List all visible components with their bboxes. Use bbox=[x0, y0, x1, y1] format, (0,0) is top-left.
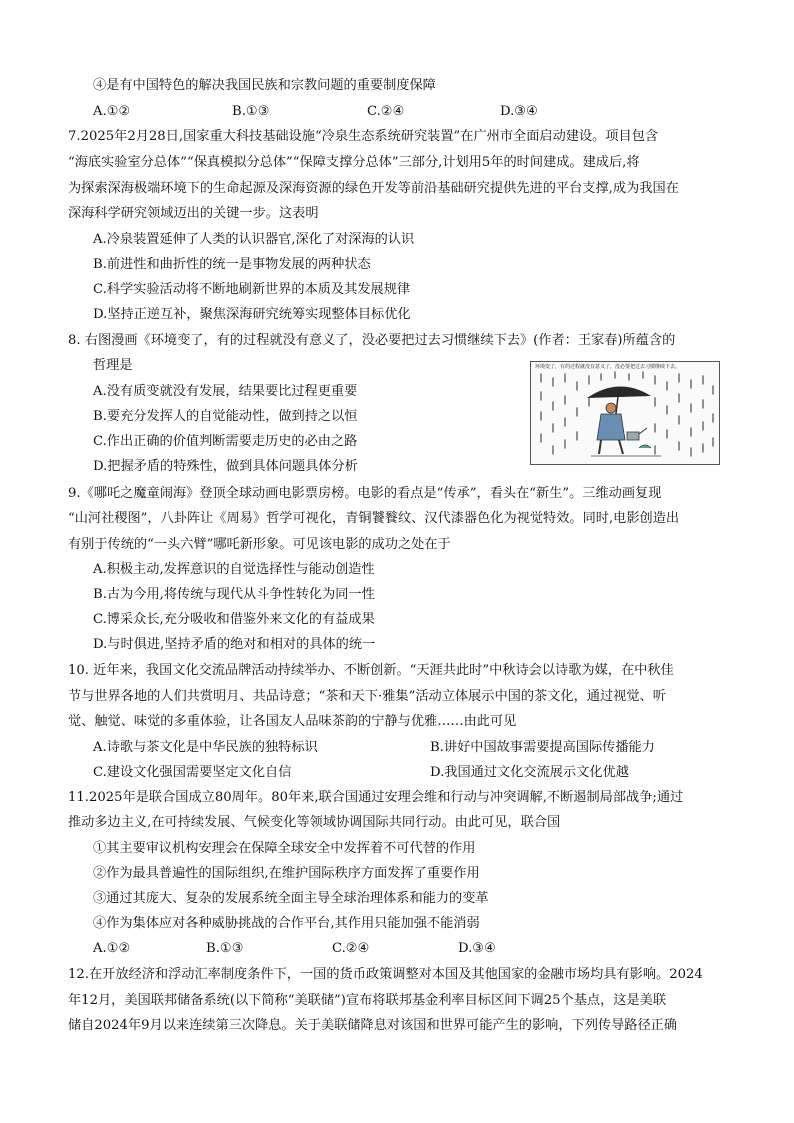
q11-option-d: D.③④ bbox=[458, 941, 496, 956]
q11-statement-1: ①其主要审议机构安理会在保障全球安全中发挥着不可代替的作用 bbox=[93, 841, 476, 856]
q9-stem-line: 有别于传统的“一头六臂”哪吒新形象。可见该电影的成功之处在于 bbox=[68, 537, 451, 552]
q6-option-b: B.①③ bbox=[232, 104, 270, 119]
q7-stem-line: 7.2025年2月28日,国家重大科技基础设施“冷泉生态系统研究装置”在广州市全面启动建设。项目包含 bbox=[68, 129, 659, 144]
q12-stem-line: 12.在开放经济和浮动汇率制度条件下，一国的货币政策调整对本国及其他国家的金融市场均具有影响。2024 bbox=[68, 967, 703, 982]
q8-option-a: A.没有质变就没有发展，结果要比过程更重要 bbox=[93, 384, 358, 399]
q11-stem-line: 11.2025年是联合国成立80周年。80年来,联合国通过安理会维和行动与冲突调解,不断遏制局部战争;通过 bbox=[68, 790, 684, 805]
q7-option-b: B.前进性和曲折性的统一是事物发展的两种状态 bbox=[93, 257, 371, 272]
q6-option-d: D.③④ bbox=[500, 104, 538, 119]
q6-option-c: C.②④ bbox=[367, 104, 405, 119]
q11-statement-4: ④作为集体应对各种威胁挑战的合作平台,其作用只能加强不能消弱 bbox=[93, 916, 480, 931]
q8-stem-line: 哲理是 bbox=[93, 358, 133, 373]
q9-option-c: C.博采众长,充分吸收和借鉴外来文化的有益成果 bbox=[93, 612, 375, 627]
q9-stem-line: “山河社稷图”，八卦阵让《周易》哲学可视化，青铜饕餮纹、汉代漆器色化为视觉特效。同时,电影创造出 bbox=[68, 511, 680, 526]
q7-stem-line: 深海科学研究领域迈出的关键一步。这表明 bbox=[68, 206, 319, 221]
cartoon-caption: 环境变了，有的过程就没有意义了，没必要把过去习惯继续下去。 bbox=[535, 364, 681, 370]
q8-option-c: C.作出正确的价值判断需要走历史的必由之路 bbox=[93, 434, 358, 449]
q10-stem-line: 节与世界各地的人们共赏明月、共品诗意；“茶和天下·雅集”活动立体展示中国的茶文化，通过视觉、听 bbox=[68, 689, 666, 704]
rain-umbrella-drawing bbox=[531, 362, 719, 464]
q10-option-a: A.诗歌与茶文化是中华民族的独特标识 bbox=[93, 740, 318, 755]
q8-stem-line: 8. 右图漫画《环境变了，有的过程就没有意义了，没必要把过去习惯继续下去》(作者：王家春)所蕴含的 bbox=[68, 333, 676, 348]
q12-stem-line: 年12月，美国联邦储备系统(以下简称“美联储”)宣布将联邦基金利率目标区间下调25个基点，这是美联 bbox=[68, 993, 667, 1008]
q6-statement-4: ④是有中国特色的解决我国民族和宗教问题的重要制度保障 bbox=[93, 78, 436, 93]
q12-stem-line: 储自2024年9月以来连续第三次降息。关于美联储降息对该国和世界可能产生的影响，下列传导路径正确 bbox=[68, 1018, 678, 1033]
q11-option-c: C.②④ bbox=[332, 941, 370, 956]
q10-option-b: B.讲好中国故事需要提高国际传播能力 bbox=[430, 740, 655, 755]
q11-statement-3: ③通过其庞大、复杂的发展系统全面主导全球治理体系和能力的变革 bbox=[93, 891, 489, 906]
q7-stem-line: 为探索深海极端环境下的生命起源及深海资源的绿色开发等前沿基础研究提供先进的平台支撑,成为我国在 bbox=[68, 181, 679, 196]
q9-option-b: B.古为今用,将传统与现代从斗争性转化为同一性 bbox=[93, 587, 375, 602]
q7-option-d: D.坚持正逆互补，聚焦深海研究统筹实现整体目标优化 bbox=[93, 307, 411, 322]
q9-stem-line: 9.《哪吒之魔童闹海》登顶全球动画电影票房榜。电影的看点是“传承”，看头在“新生”。三维动画复现 bbox=[68, 486, 662, 501]
q10-option-d: D.我国通过文化交流展示文化优越 bbox=[430, 765, 629, 780]
q7-option-c: C.科学实验活动将不断地刷新世界的本质及其发展规律 bbox=[93, 282, 411, 297]
q8-option-d: D.把握矛盾的特殊性，做到具体问题具体分析 bbox=[93, 459, 358, 474]
cartoon-image bbox=[530, 361, 720, 465]
q7-option-a: A.冷泉装置延伸了人类的认识器官,深化了对深海的认识 bbox=[93, 232, 415, 247]
q10-stem-line: 10. 近年来，我国文化交流品牌活动持续举办、不断创新。“天涯共此时”中秋诗会以诗歌为媒，在中秋佳 bbox=[68, 663, 674, 678]
q8-option-b: B.要充分发挥人的自觉能动性，做到持之以恒 bbox=[93, 409, 358, 424]
q7-stem-line: “海底实验室分总体”“保真模拟分总体”“保障支撑分总体”三部分,计划用5年的时间建成。建成后,将 bbox=[68, 155, 640, 170]
q10-stem-line: 觉、触觉、味觉的多重体验，让各国友人品味茶韵的宁静与优雅……由此可见 bbox=[68, 714, 517, 729]
q6-option-a: A.①② bbox=[93, 104, 131, 119]
q10-option-c: C.建设文化强国需要坚定文化自信 bbox=[93, 765, 292, 780]
q9-option-a: A.积极主动,发挥意识的自觉选择性与能动创造性 bbox=[93, 562, 375, 577]
q9-option-d: D.与时俱进,坚持矛盾的绝对和相对的具体的统一 bbox=[93, 637, 376, 652]
q11-option-a: A.①② bbox=[93, 941, 131, 956]
q11-statement-2: ②作为最具普遍性的国际组织,在维护国际秩序方面发挥了重要作用 bbox=[93, 866, 480, 881]
q11-option-b: B.①③ bbox=[206, 941, 244, 956]
q11-stem-line: 推动多边主义,在可持续发展、气候变化等领域协调国际共同行动。由此可见，联合国 bbox=[68, 815, 561, 830]
